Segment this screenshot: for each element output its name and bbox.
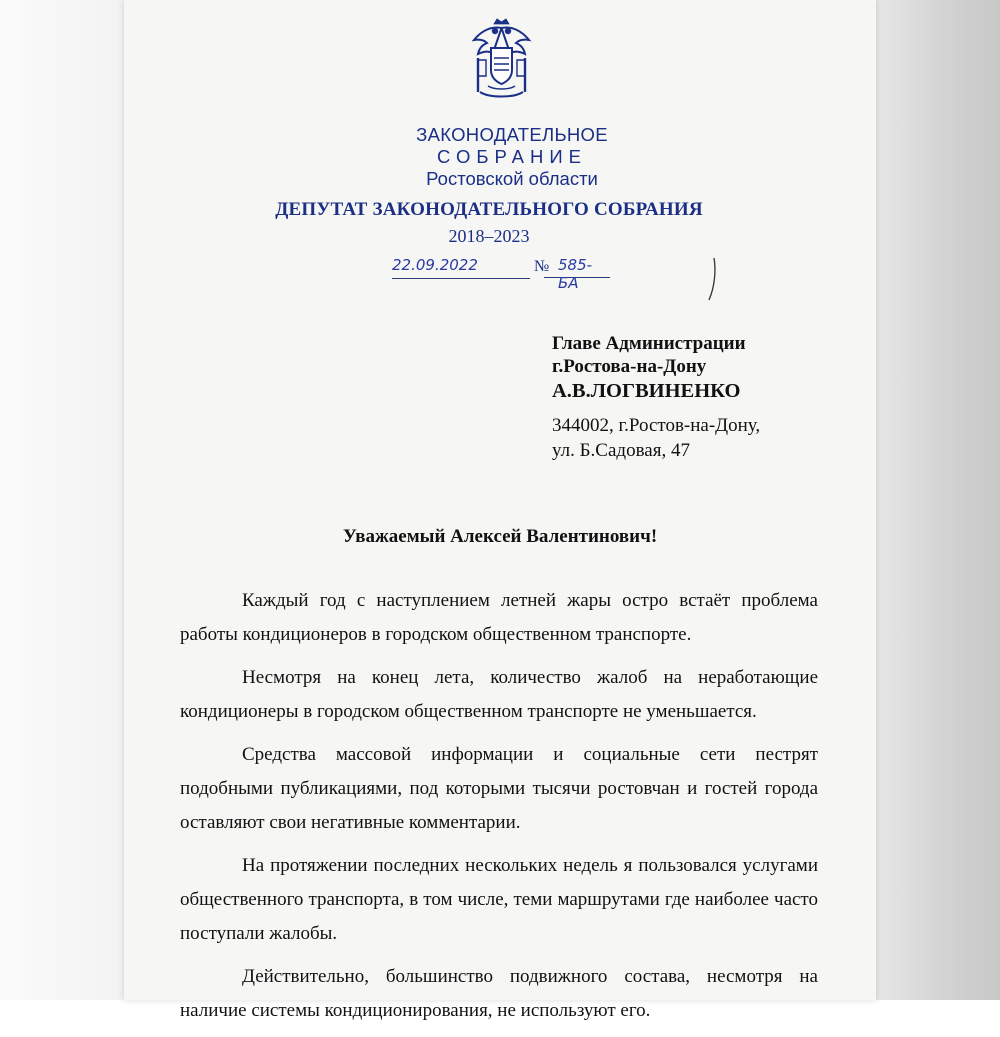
addressee-name: А.В.ЛОГВИНЕНКО	[552, 380, 741, 402]
body-paragraph: Несмотря на конец лета, количество жалоб на неработающие кондиционеры в городском общественном транспорте не уменьшается.	[180, 667, 818, 722]
org-line-3: Ростовской области	[426, 168, 598, 189]
addressee-line-1: Главе Администрации	[552, 333, 746, 354]
body-paragraph: Каждый год с наступлением летней жары остро встаёт проблема работы кондиционеров в городском общественном транспорте.	[180, 590, 818, 645]
registration-date: 22.09.2022	[392, 256, 530, 279]
letter-page	[124, 0, 876, 1021]
body-paragraph: Действительно, большинство подвижного состава, несмотря на наличие системы кондиционирования, не используют его.	[180, 966, 818, 1021]
registration-number-sign: №	[534, 258, 550, 275]
coat-of-arms-icon	[464, 18, 539, 100]
addressee-line-2: г.Ростова-на-Дону	[552, 356, 707, 377]
org-line-2: СОБРАНИЕ	[437, 146, 587, 167]
address-line-1: 344002, г.Ростов-на-Дону,	[552, 415, 761, 436]
registration-number: 585-БА	[544, 256, 610, 278]
letter-body	[180, 584, 818, 1037]
pen-mark-icon	[706, 256, 720, 302]
term-years: 2018–2023	[448, 226, 530, 246]
deputy-title: ДЕПУТАТ ЗАКОНОДАТЕЛЬНОГО СОБРАНИЯ	[275, 199, 703, 220]
body-paragraph: На протяжении последних нескольких недель я пользовался услугами общественного транспорта, в том числе, теми маршрутами где наиболее часто поступали жалобы.	[180, 855, 818, 944]
background-left	[0, 0, 128, 1000]
salutation: Уважаемый Алексей Валентинович!	[342, 526, 658, 547]
org-line-1: ЗАКОНОДАТЕЛЬНОЕ	[416, 124, 608, 145]
organization-name	[412, 124, 612, 190]
background-right	[872, 0, 1000, 1000]
addressee-address	[552, 413, 882, 463]
addressee-block	[552, 332, 882, 404]
body-paragraph: Средства массовой информации и социальные сети пестрят подобными публикациями, под которыми тысячи ростовчан и гостей города оставляют свои негативные комментарии.	[180, 744, 818, 833]
address-line-2: ул. Б.Садовая, 47	[552, 440, 690, 461]
